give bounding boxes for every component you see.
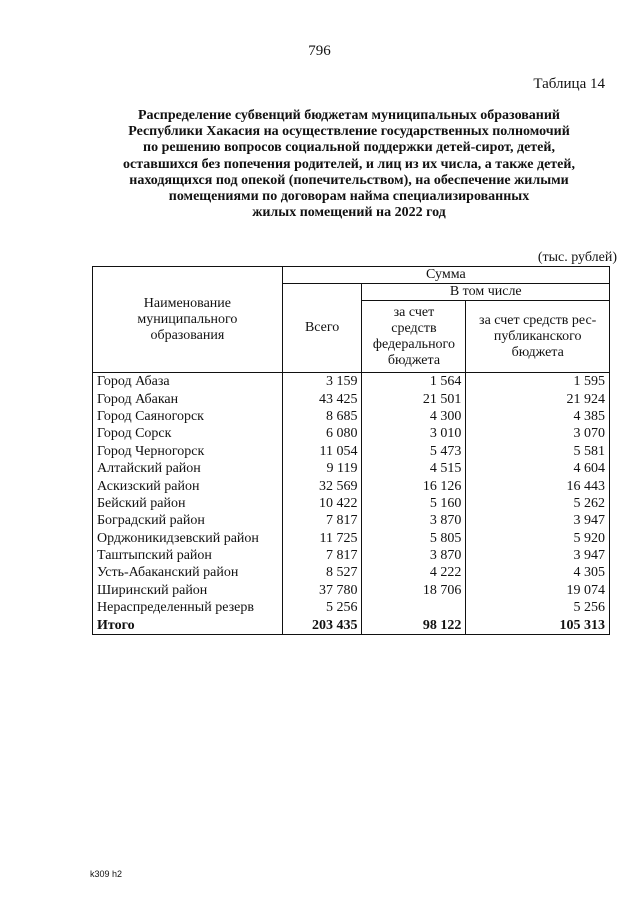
cell-name: Город Абакан bbox=[93, 390, 283, 407]
title-line: Республики Хакасия на осуществление государственных полномочий bbox=[128, 124, 570, 140]
header-total: Всего bbox=[282, 284, 362, 373]
cell-name: Итого bbox=[93, 616, 283, 634]
cell-federal: 3 870 bbox=[362, 547, 466, 564]
title-line: оставшихся без попечения родителей, и лиц из их числа, а также детей, bbox=[123, 156, 575, 172]
title-line: помещениями по договорам найма специализированных bbox=[168, 189, 530, 205]
cell-republican: 4 385 bbox=[466, 408, 610, 425]
cell-republican: 4 604 bbox=[466, 460, 610, 477]
cell-federal: 16 126 bbox=[362, 477, 466, 494]
cell-total: 10 422 bbox=[282, 495, 362, 512]
table-row bbox=[93, 390, 610, 407]
table-row bbox=[93, 582, 610, 599]
cell-federal: 18 706 bbox=[362, 582, 466, 599]
header-sum: Сумма bbox=[282, 267, 609, 284]
cell-federal: 21 501 bbox=[362, 390, 466, 407]
cell-name: Таштыпский район bbox=[93, 547, 283, 564]
cell-federal: 5 805 bbox=[362, 530, 466, 547]
cell-total: 8 527 bbox=[282, 564, 362, 581]
cell-name: Ширинский район bbox=[93, 582, 283, 599]
cell-total: 6 080 bbox=[282, 425, 362, 442]
cell-federal: 98 122 bbox=[362, 616, 466, 634]
cell-name: Нераспределенный резерв bbox=[93, 599, 283, 616]
cell-republican: 5 256 bbox=[466, 599, 610, 616]
cell-total: 11 725 bbox=[282, 530, 362, 547]
cell-total: 9 119 bbox=[282, 460, 362, 477]
cell-name: Город Саяногорск bbox=[93, 408, 283, 425]
title-line: находящихся под опекой (попечительством), на обеспечение жилыми bbox=[129, 172, 569, 188]
cell-total: 37 780 bbox=[282, 582, 362, 599]
cell-name: Город Абаза bbox=[93, 373, 283, 391]
header-name: Наименование муниципального образования bbox=[93, 267, 283, 373]
page-number: 796 bbox=[308, 43, 331, 59]
table-row bbox=[93, 495, 610, 512]
table-row bbox=[93, 460, 610, 477]
cell-republican: 21 924 bbox=[466, 390, 610, 407]
cell-name: Боградский район bbox=[93, 512, 283, 529]
cell-name: Город Черногорск bbox=[93, 443, 283, 460]
cell-federal: 5 160 bbox=[362, 495, 466, 512]
table-row bbox=[93, 564, 610, 581]
subventions-table bbox=[92, 266, 610, 635]
table-body bbox=[93, 373, 610, 635]
cell-name: Алтайский район bbox=[93, 460, 283, 477]
cell-total: 8 685 bbox=[282, 408, 362, 425]
cell-name: Город Сорск bbox=[93, 425, 283, 442]
cell-total: 3 159 bbox=[282, 373, 362, 391]
cell-total: 43 425 bbox=[282, 390, 362, 407]
cell-total: 7 817 bbox=[282, 512, 362, 529]
table-row bbox=[93, 373, 610, 391]
cell-republican: 105 313 bbox=[466, 616, 610, 634]
cell-republican: 3 070 bbox=[466, 425, 610, 442]
table-row bbox=[93, 477, 610, 494]
title-line: по решению вопросов социальной поддержки детей-сирот, детей, bbox=[143, 140, 555, 156]
cell-republican: 5 262 bbox=[466, 495, 610, 512]
cell-federal: 4 515 bbox=[362, 460, 466, 477]
table-row bbox=[93, 599, 610, 616]
cell-federal: 4 300 bbox=[362, 408, 466, 425]
cell-total: 7 817 bbox=[282, 547, 362, 564]
table-row bbox=[93, 530, 610, 547]
table-row bbox=[93, 425, 610, 442]
cell-republican: 4 305 bbox=[466, 564, 610, 581]
header-including: В том числе bbox=[362, 284, 610, 301]
cell-total: 32 569 bbox=[282, 477, 362, 494]
table-row bbox=[93, 408, 610, 425]
table-label: Таблица 14 bbox=[533, 76, 605, 92]
cell-federal: 4 222 bbox=[362, 564, 466, 581]
cell-federal: 5 473 bbox=[362, 443, 466, 460]
cell-republican: 16 443 bbox=[466, 477, 610, 494]
footer-code: k309 h2 bbox=[90, 869, 123, 879]
header-republican: за счет средств рес-публиканского бюджета bbox=[466, 301, 610, 373]
table-row bbox=[93, 547, 610, 564]
cell-federal: 3 010 bbox=[362, 425, 466, 442]
table-row bbox=[93, 443, 610, 460]
cell-republican: 3 947 bbox=[466, 547, 610, 564]
cell-federal bbox=[362, 599, 466, 616]
cell-total: 203 435 bbox=[282, 616, 362, 634]
cell-republican: 19 074 bbox=[466, 582, 610, 599]
cell-republican: 5 581 bbox=[466, 443, 610, 460]
header-federal: за счет средств федерального бюджета bbox=[362, 301, 466, 373]
cell-republican: 5 920 bbox=[466, 530, 610, 547]
cell-republican: 3 947 bbox=[466, 512, 610, 529]
cell-name: Аскизский район bbox=[93, 477, 283, 494]
cell-total: 5 256 bbox=[282, 599, 362, 616]
title-line: жилых помещений на 2022 год bbox=[252, 205, 446, 221]
cell-federal: 3 870 bbox=[362, 512, 466, 529]
cell-name: Усть-Абаканский район bbox=[93, 564, 283, 581]
title-line: Распределение субвенций бюджетам муниципальных образований bbox=[138, 108, 560, 123]
table-title bbox=[88, 108, 610, 221]
table-row bbox=[93, 512, 610, 529]
cell-republican: 1 595 bbox=[466, 373, 610, 391]
cell-name: Орджоникидзевский район bbox=[93, 530, 283, 547]
cell-name: Бейский район bbox=[93, 495, 283, 512]
cell-federal: 1 564 bbox=[362, 373, 466, 391]
units-label: (тыс. рублей) bbox=[537, 250, 617, 265]
total-row bbox=[93, 616, 610, 634]
cell-total: 11 054 bbox=[282, 443, 362, 460]
